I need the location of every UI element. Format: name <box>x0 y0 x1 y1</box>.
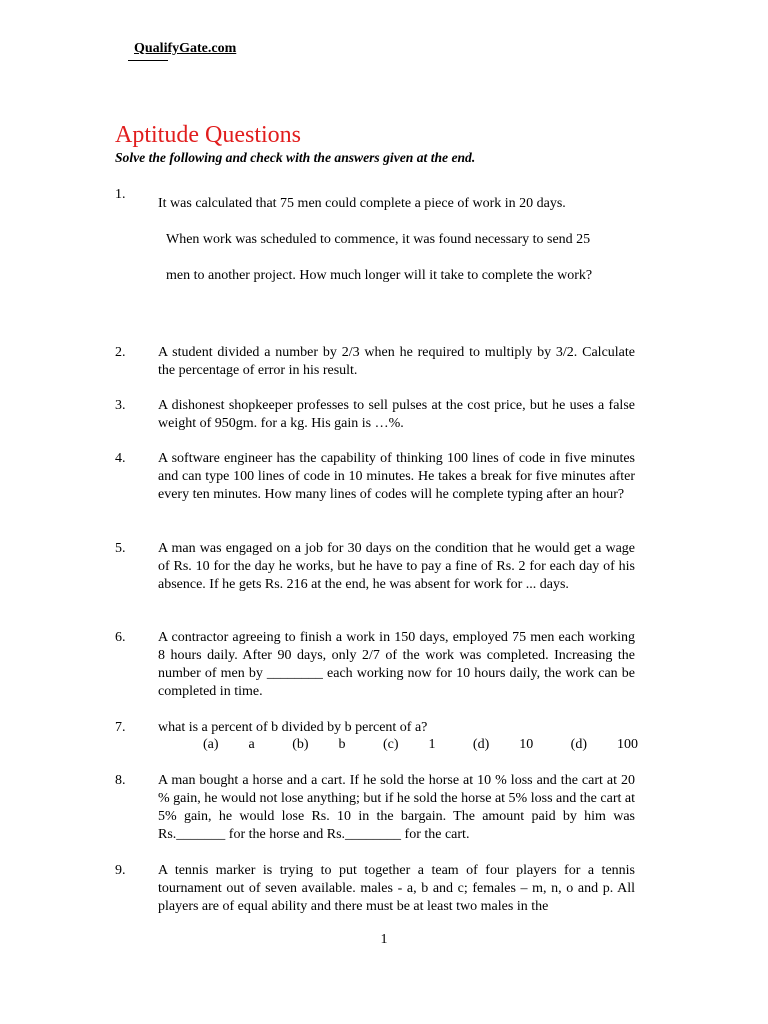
question-number: 3. <box>115 398 126 413</box>
instructions: Solve the following and check with the answers given at the end. <box>115 150 476 165</box>
question-4 <box>115 450 635 504</box>
question-2 <box>115 344 635 380</box>
option-label: (c) <box>382 737 399 752</box>
question-text: A dishonest shopkeeper professes to sell pulses at the cost price, but he uses a false weight of 950gm. for a kg. His gain is …%. <box>158 398 635 431</box>
option-d-2 <box>571 737 638 753</box>
question-7 <box>115 719 635 737</box>
question-number: 2. <box>115 345 126 360</box>
option-c <box>383 737 436 753</box>
question-8 <box>115 772 635 844</box>
question-text: A contractor agreeing to finish a work in 150 days, employed 75 men each working 8 hours daily. After 90 days, only 2/7 of the work was completed. Increasing the number of men by ________ each working now for 10 hours daily, the work can be completed in time. <box>158 630 635 699</box>
option-label: (b) <box>292 737 309 752</box>
question-text: A student divided a number by 2/3 when he required to multiply by 3/2. Calculate the percentage of error in his result. <box>158 345 635 378</box>
option-label: (d) <box>472 737 490 752</box>
question-6 <box>115 629 635 701</box>
question-3 <box>115 397 635 433</box>
answer-options <box>203 737 638 753</box>
question-number: 1. <box>115 187 126 202</box>
question-text: A tennis marker is trying to put together a team of four players for a tennis tournament out of seven available. males - a, b and c; females – m, n, o and p. All players are of equal ability and there must be at least two males in the <box>158 863 635 914</box>
option-label: (d) <box>570 737 587 752</box>
page-number: 1 <box>380 932 388 947</box>
question-line: It was calculated that 75 men could complete a piece of work in 20 days. <box>158 196 566 211</box>
question-line: men to another project. How much longer will it take to complete the work? <box>166 268 593 283</box>
option-value: 1 <box>428 737 436 752</box>
question-1 <box>115 186 635 294</box>
question-text <box>158 186 635 294</box>
question-line: When work was scheduled to commence, it was found necessary to send 25 <box>166 232 591 247</box>
option-value: 10 <box>519 737 534 752</box>
option-b <box>292 737 345 753</box>
option-a <box>203 737 255 753</box>
question-number: 8. <box>115 773 126 788</box>
question-number: 7. <box>115 720 126 735</box>
question-number: 9. <box>115 863 126 878</box>
header-rule <box>128 60 168 61</box>
question-5 <box>115 540 635 594</box>
option-value: b <box>338 737 346 752</box>
question-9 <box>115 862 635 916</box>
option-value: a <box>248 737 255 752</box>
question-number: 6. <box>115 630 126 645</box>
option-label: (a) <box>203 737 219 752</box>
site-name: QualifyGate.com <box>134 41 237 56</box>
question-number: 5. <box>115 541 126 556</box>
question-number: 4. <box>115 451 126 466</box>
question-text: A man bought a horse and a cart. If he sold the horse at 10 % loss and the cart at 20 % gain, he would not lose anything; but if he sold the horse at 5% loss and the cart at 5% gain, he would lose Rs. 10 in the bargain. The amount paid by him was Rs._______ for the horse and Rs.________ for the cart. <box>158 773 635 842</box>
question-text: A software engineer has the capability of thinking 100 lines of code in five minutes and can type 100 lines of code in 10 minutes. He takes a break for five minutes after every ten minutes. How many lines of codes will he complete typing after an hour? <box>158 451 635 502</box>
option-value: 100 <box>616 737 638 752</box>
option-d <box>473 737 533 753</box>
question-text: what is a percent of b divided by b percent of a? <box>158 720 428 735</box>
page-title: Aptitude Questions <box>115 122 301 148</box>
question-text: A man was engaged on a job for 30 days on the condition that he would get a wage of Rs. 10 for the day he works, but he have to pay a fine of Rs. 2 for each day of his absence. If he gets Rs. 216 at the end, he was absent for work for ... days. <box>158 541 635 592</box>
